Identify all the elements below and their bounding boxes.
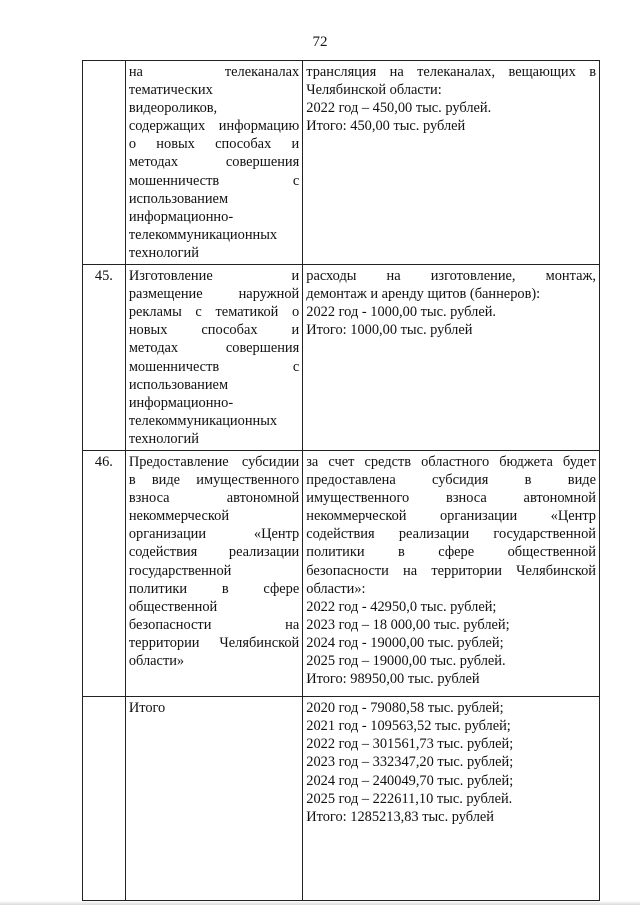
measure-name-line: использованием <box>128 190 229 207</box>
measure-name-cell <box>125 61 302 265</box>
measure-name-line: телекоммуникационных <box>128 412 278 429</box>
measure-name-line: области» <box>128 653 185 669</box>
funding-description-line: 2022 год – 301561,73 тыс. рублей; <box>306 736 514 753</box>
row-number-cell <box>83 61 126 265</box>
funding-description-line: 2023 год – 18 000,00 тыс. рублей; <box>306 616 510 633</box>
measure-name-line: взноса автономной <box>128 490 300 507</box>
measure-name-line: безопасности на <box>128 616 300 633</box>
funding-description-line: политики в сфере общественной <box>306 544 596 561</box>
funding-description-line: 2022 год - 42950,0 тыс. рублей; <box>306 598 497 615</box>
table-row <box>83 61 600 265</box>
measure-name-line: Изготовление и <box>128 268 300 285</box>
measure-name-line: Предоставление субсидии <box>128 453 300 470</box>
table-row <box>83 450 600 696</box>
measure-name-line: рекламы с тематикой о <box>128 304 300 321</box>
funding-description-line: Итого: 1285213,83 тыс. рублей <box>306 808 495 825</box>
row-number-cell: 45. <box>83 265 126 451</box>
funding-description-line: содействия реализации государственной <box>306 526 596 543</box>
funding-description-line: предоставлена субсидия в виде <box>306 472 596 489</box>
page-bottom-edge <box>0 901 640 905</box>
measure-name-cell <box>125 265 302 451</box>
measure-name-line: технологий <box>128 244 199 261</box>
measure-name-line: информационно- <box>128 394 234 411</box>
funding-description-cell <box>303 265 600 451</box>
table-row <box>83 697 600 901</box>
measure-name-line: общественной <box>128 598 218 615</box>
funding-description-cell <box>303 697 600 901</box>
measure-name-line: информационно- <box>128 208 234 225</box>
measure-name-line: тематических <box>128 82 213 99</box>
funding-description-line: 2025 год – 222611,10 тыс. рублей. <box>306 790 513 807</box>
measure-name-line: телекоммуникационных <box>128 226 278 243</box>
funding-description-line: 2022 год – 450,00 тыс. рублей. <box>306 100 492 117</box>
funding-description-line: 2021 год - 109563,52 тыс. рублей; <box>306 718 511 735</box>
measure-name-line: методах совершения <box>128 154 300 171</box>
funding-description-line: области»: <box>306 580 366 597</box>
measure-name-line: размещение наружной <box>128 286 300 303</box>
measure-name-line: мошенничеств с <box>128 172 300 189</box>
funding-description-cell <box>303 450 600 696</box>
funding-description-line: некоммерческой организации «Центр <box>306 508 596 525</box>
measure-name-line: мошенничеств с <box>128 358 300 375</box>
funding-description-cell <box>303 61 600 265</box>
page-number: 72 <box>312 34 328 50</box>
measure-name-line: политики в сфере <box>128 580 300 597</box>
measure-name-line: содействия реализации <box>128 544 300 561</box>
measure-name-line: Итого <box>128 700 166 717</box>
funding-description-line: за счет средств областного бюджета будет <box>306 453 596 470</box>
measure-name-line: территории Челябинской <box>128 634 300 651</box>
measure-name-line: о новых способах и <box>128 136 300 153</box>
measure-name-line: в виде имущественного <box>128 472 300 489</box>
measure-name-cell <box>125 697 302 901</box>
funding-description-line: 2023 год – 332347,20 тыс. рублей; <box>306 754 514 771</box>
funding-description-line: расходы на изготовление, монтаж, <box>306 268 596 285</box>
funding-description-line: 2022 год - 1000,00 тыс. рублей. <box>306 304 497 321</box>
funding-description-line: Итого: 98950,00 тыс. рублей <box>306 671 480 688</box>
table-row <box>83 265 600 451</box>
funding-description-line: 2024 год - 19000,00 тыс. рублей; <box>306 634 504 651</box>
funding-description-line: безопасности на территории Челябинской <box>306 562 596 579</box>
measure-name-line: на телеканалах <box>128 64 300 80</box>
measure-name-cell <box>125 450 302 696</box>
funding-description-line: 2025 год – 19000,00 тыс. рублей. <box>306 653 506 669</box>
funding-description-line: имущественного взноса автономной <box>306 490 596 507</box>
funding-description-line: Итого: 1000,00 тыс. рублей <box>306 322 473 339</box>
measure-name-line: государственной <box>128 562 232 579</box>
measure-name-line: видеороликов, <box>128 100 218 117</box>
measure-name-line: методах совершения <box>128 340 300 357</box>
row-number-cell <box>83 697 126 901</box>
funding-description-line: Челябинской области: <box>306 82 442 99</box>
funding-description-line: 2024 год – 240049,70 тыс. рублей; <box>306 772 514 789</box>
measure-name-line: организации «Центр <box>128 526 300 543</box>
funding-description-line: трансляция на телеканалах, вещающих в <box>306 64 596 80</box>
measure-name-line: некоммерческой <box>128 508 230 525</box>
measure-name-line: содержащих информацию <box>128 118 300 135</box>
measure-name-line: новых способах и <box>128 322 300 339</box>
measures-table <box>82 60 600 901</box>
measure-name-line: использованием <box>128 376 229 393</box>
row-number-cell: 46. <box>83 450 126 696</box>
measure-name-line: технологий <box>128 430 199 447</box>
funding-description-line: Итого: 450,00 тыс. рублей <box>306 118 466 135</box>
funding-description-line: 2020 год - 79080,58 тыс. рублей; <box>306 700 504 717</box>
funding-description-line: демонтаж и аренду щитов (баннеров): <box>306 286 541 303</box>
